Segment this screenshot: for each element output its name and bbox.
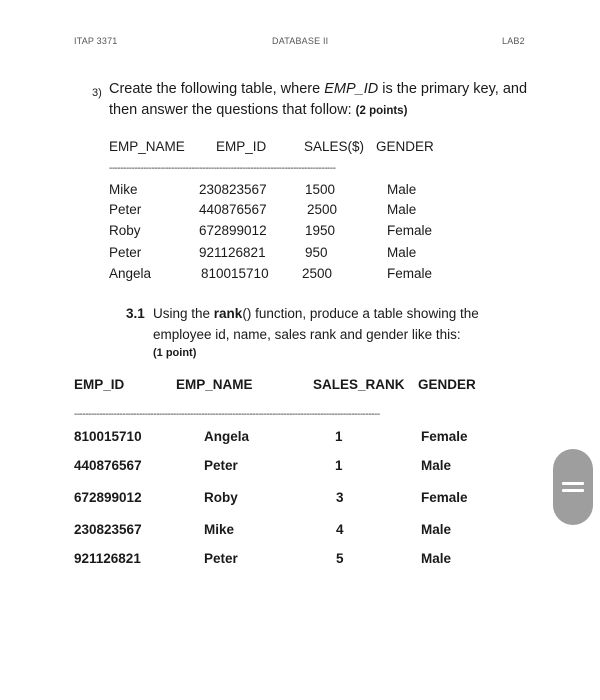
sub-number: 3.1: [126, 306, 145, 321]
t1-header-sales: SALES($): [304, 139, 365, 154]
t1-cell: Roby: [109, 223, 141, 238]
t2-cell: 230823567: [74, 522, 142, 537]
t2-cell: 3: [336, 490, 344, 505]
sub-line-2: employee id, name, sales rank and gender like this:: [153, 327, 461, 342]
t1-cell: 2500: [302, 266, 333, 281]
t2-cell: Angela: [204, 429, 250, 444]
t1-cell: Male: [387, 245, 417, 260]
t2-header-gender: GENDER: [418, 377, 476, 392]
t1-cell: 810015710: [201, 266, 269, 281]
header-center: DATABASE II: [272, 36, 329, 46]
t2-cell: 810015710: [74, 429, 142, 444]
t1-cell: 230823567: [199, 182, 267, 197]
t1-cell: 921126821: [199, 245, 266, 260]
header-right: LAB2: [502, 36, 525, 46]
t2-cell: 921126821: [74, 551, 141, 566]
t2-header-id: EMP_ID: [74, 377, 125, 392]
t1-header-gender: GENDER: [376, 139, 434, 154]
question-line-2: then answer the questions that follow: (2 points): [109, 102, 408, 118]
question-line-1: Create the following table, where EMP_ID is the primary key, and: [109, 81, 528, 97]
t1-header-id: EMP_ID: [216, 139, 267, 154]
t2-cell: 672899012: [74, 490, 142, 505]
t1-cell: Male: [387, 202, 417, 217]
t2-cell: Peter: [204, 551, 238, 566]
t2-cell: 5: [336, 551, 344, 566]
scroll-handle[interactable]: [553, 449, 593, 525]
t2-header-name: EMP_NAME: [176, 377, 253, 392]
question-points: (2 points): [355, 105, 408, 117]
t2-cell: 1: [335, 429, 343, 444]
sub-points: (1 point): [153, 347, 197, 359]
t2-cell: Male: [421, 522, 452, 537]
t1-cell: 672899012: [199, 223, 267, 238]
t2-header-rank: SALES_RANK: [313, 377, 405, 392]
t1-separator: --------------------------------------------------------------------------------: [109, 163, 336, 174]
t1-cell: 950: [305, 245, 328, 260]
t1-cell: 440876567: [199, 202, 267, 217]
t1-cell: Female: [387, 266, 433, 281]
t2-cell: Peter: [204, 458, 238, 473]
t1-cell: 1950: [305, 223, 336, 238]
t1-header-name: EMP_NAME: [109, 139, 185, 154]
t2-cell: Female: [421, 490, 468, 505]
t1-cell: Peter: [109, 245, 142, 260]
t1-cell: 1500: [305, 182, 336, 197]
t1-cell: Mike: [109, 182, 138, 197]
t1-cell: Female: [387, 223, 433, 238]
question-number: 3): [92, 87, 102, 99]
t2-cell: Male: [421, 551, 452, 566]
t2-cell: Female: [421, 429, 468, 444]
t2-cell: 4: [336, 522, 344, 537]
t2-separator: ------------------------------------------------------------------------------------------------------------: [74, 409, 380, 420]
t2-cell: 440876567: [74, 458, 142, 473]
t2-cell: 1: [335, 458, 343, 473]
t2-cell: Roby: [204, 490, 238, 505]
header-left: ITAP 3371: [74, 36, 118, 46]
t1-cell: Peter: [109, 202, 142, 217]
t2-cell: Male: [421, 458, 452, 473]
t1-cell: 2500: [307, 202, 338, 217]
t1-cell: Male: [387, 182, 417, 197]
sub-line-1: Using the rank() function, produce a table showing the: [153, 306, 479, 321]
t1-cell: Angela: [109, 266, 152, 281]
t2-cell: Mike: [204, 522, 235, 537]
